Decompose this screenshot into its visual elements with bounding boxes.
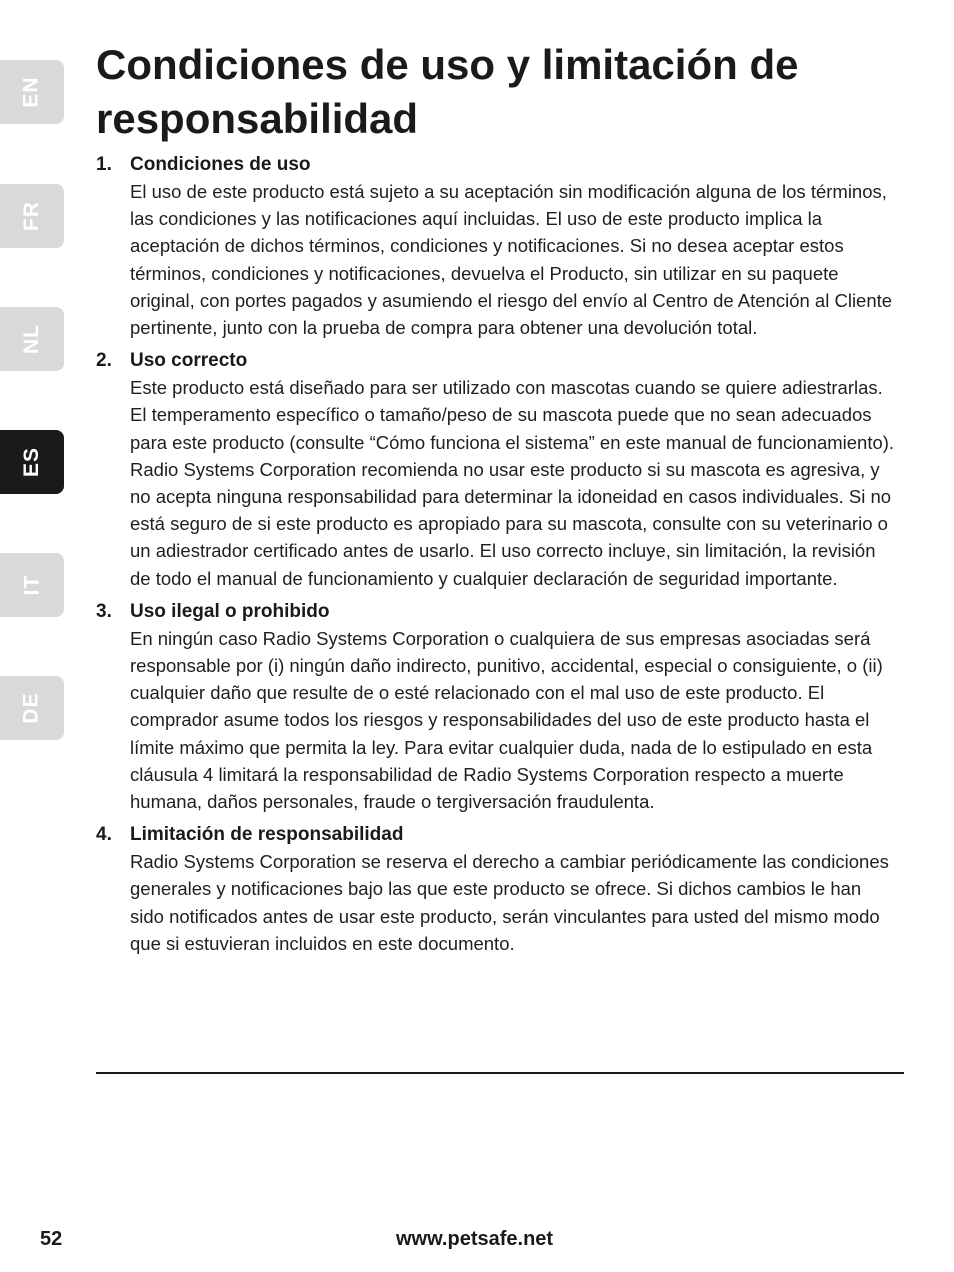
section-conditions-of-use — [96, 151, 896, 341]
section-number: 3. — [96, 600, 112, 622]
section-illegal-use — [96, 598, 896, 815]
section-number: 4. — [96, 824, 112, 846]
section-title: Uso correcto — [130, 350, 248, 372]
lang-tab-label: DE — [20, 692, 43, 724]
terms-sections — [96, 151, 896, 963]
section-body: Radio Systems Corporation se reserva el derecho a cambiar periódicamente las condiciones generales y notificaciones bajo las que este producto se ofrece. Si dichos cambios le han sido notificados antes de usar este producto, serán vinculantes para usted del mismo modo que si estuvieran incluidos en este documento. — [130, 851, 889, 954]
section-body: Este producto está diseñado para ser utilizado con mascotas cuando se quiere adiestrarlas. El temperamento específico o tamaño/peso de su mascota puede que no sean adecuados para este producto (consulte “Cómo funciona el sistema” en este manual de funcionamiento). Radio Systems Corporation recomienda no usar este producto si su mascota es agresiva, y no acepta ninguna responsabilidad para determinar la idoneidad en casos individuales. Si no está seguro de si este producto es apropiado para su mascota, consulte con su veterinario o un adiestrador certificado antes de usarlo. El uso correcto incluye, sin limitación, la revisión de todo el manual de funcionamiento y cualquier declaración de seguridad importante. — [130, 377, 895, 589]
section-heading — [96, 598, 896, 625]
section-heading — [96, 151, 896, 178]
lang-tab-label: ES — [19, 446, 43, 478]
section-body: El uso de este producto está sujeto a su aceptación sin modificación alguna de los términos, las condiciones y las notificaciones aquí incluidas. El uso de este producto implica la aceptación de dichos términos, condiciones y notificaciones. Si no desea aceptar estos términos, condiciones y notificaciones, devuelva el Producto, sin utilizar en su paquete original, con portes pagados y asumiendo el riesgo del envío al Centro de Atención al Cliente pertinente, junto con la prueba de compra para obtener una devolución total. — [130, 181, 893, 339]
page-number: 52 — [40, 1228, 63, 1250]
lang-tab-label: IT — [19, 574, 43, 596]
section-correct-use — [96, 347, 896, 592]
section-title: Condiciones de uso — [130, 154, 311, 175]
page-title: Condiciones de uso y limitación de responsabilidad — [96, 41, 799, 142]
section-title: Limitación de responsabilidad — [130, 824, 404, 846]
section-title: Uso ilegal o prohibido — [130, 600, 330, 622]
footer-url[interactable]: www.petsafe.net — [396, 1228, 554, 1250]
lang-tab-label: FR — [20, 201, 43, 231]
section-number: 2. — [96, 350, 112, 372]
lang-tab-fr[interactable] — [0, 184, 64, 248]
lang-tab-nl[interactable] — [0, 307, 64, 371]
lang-tab-it[interactable] — [0, 553, 64, 617]
section-liability-limitation — [96, 821, 896, 957]
section-heading — [96, 347, 896, 374]
section-body: En ningún caso Radio Systems Corporation o cualquiera de sus empresas asociadas será responsable por (i) ningún daño indirecto, punitivo, accidental, especial o consiguiente, o (ii) cualquier daño que resulte de o esté relacionado con el mal uso de este producto. El comprador asume todos los riesgos y responsabilidades del uso de este producto hasta el límite máximo que permita la ley. Para evitar cualquier duda, nada de lo estipulado en esta cláusula 4 limitará la responsabilidad de Radio Systems Corporation respecto a muerte humana, daños personales, fraude o tergiversación fraudulenta. — [130, 627, 883, 813]
lang-tab-label: EN — [20, 76, 43, 108]
section-heading — [96, 821, 896, 848]
horizontal-divider — [96, 1072, 904, 1074]
lang-tab-label: NL — [20, 324, 43, 354]
lang-tab-en[interactable] — [0, 60, 64, 124]
lang-tab-es[interactable] — [0, 430, 64, 494]
language-tabs — [0, 0, 64, 760]
section-number: 1. — [96, 154, 112, 175]
lang-tab-de[interactable] — [0, 676, 64, 740]
